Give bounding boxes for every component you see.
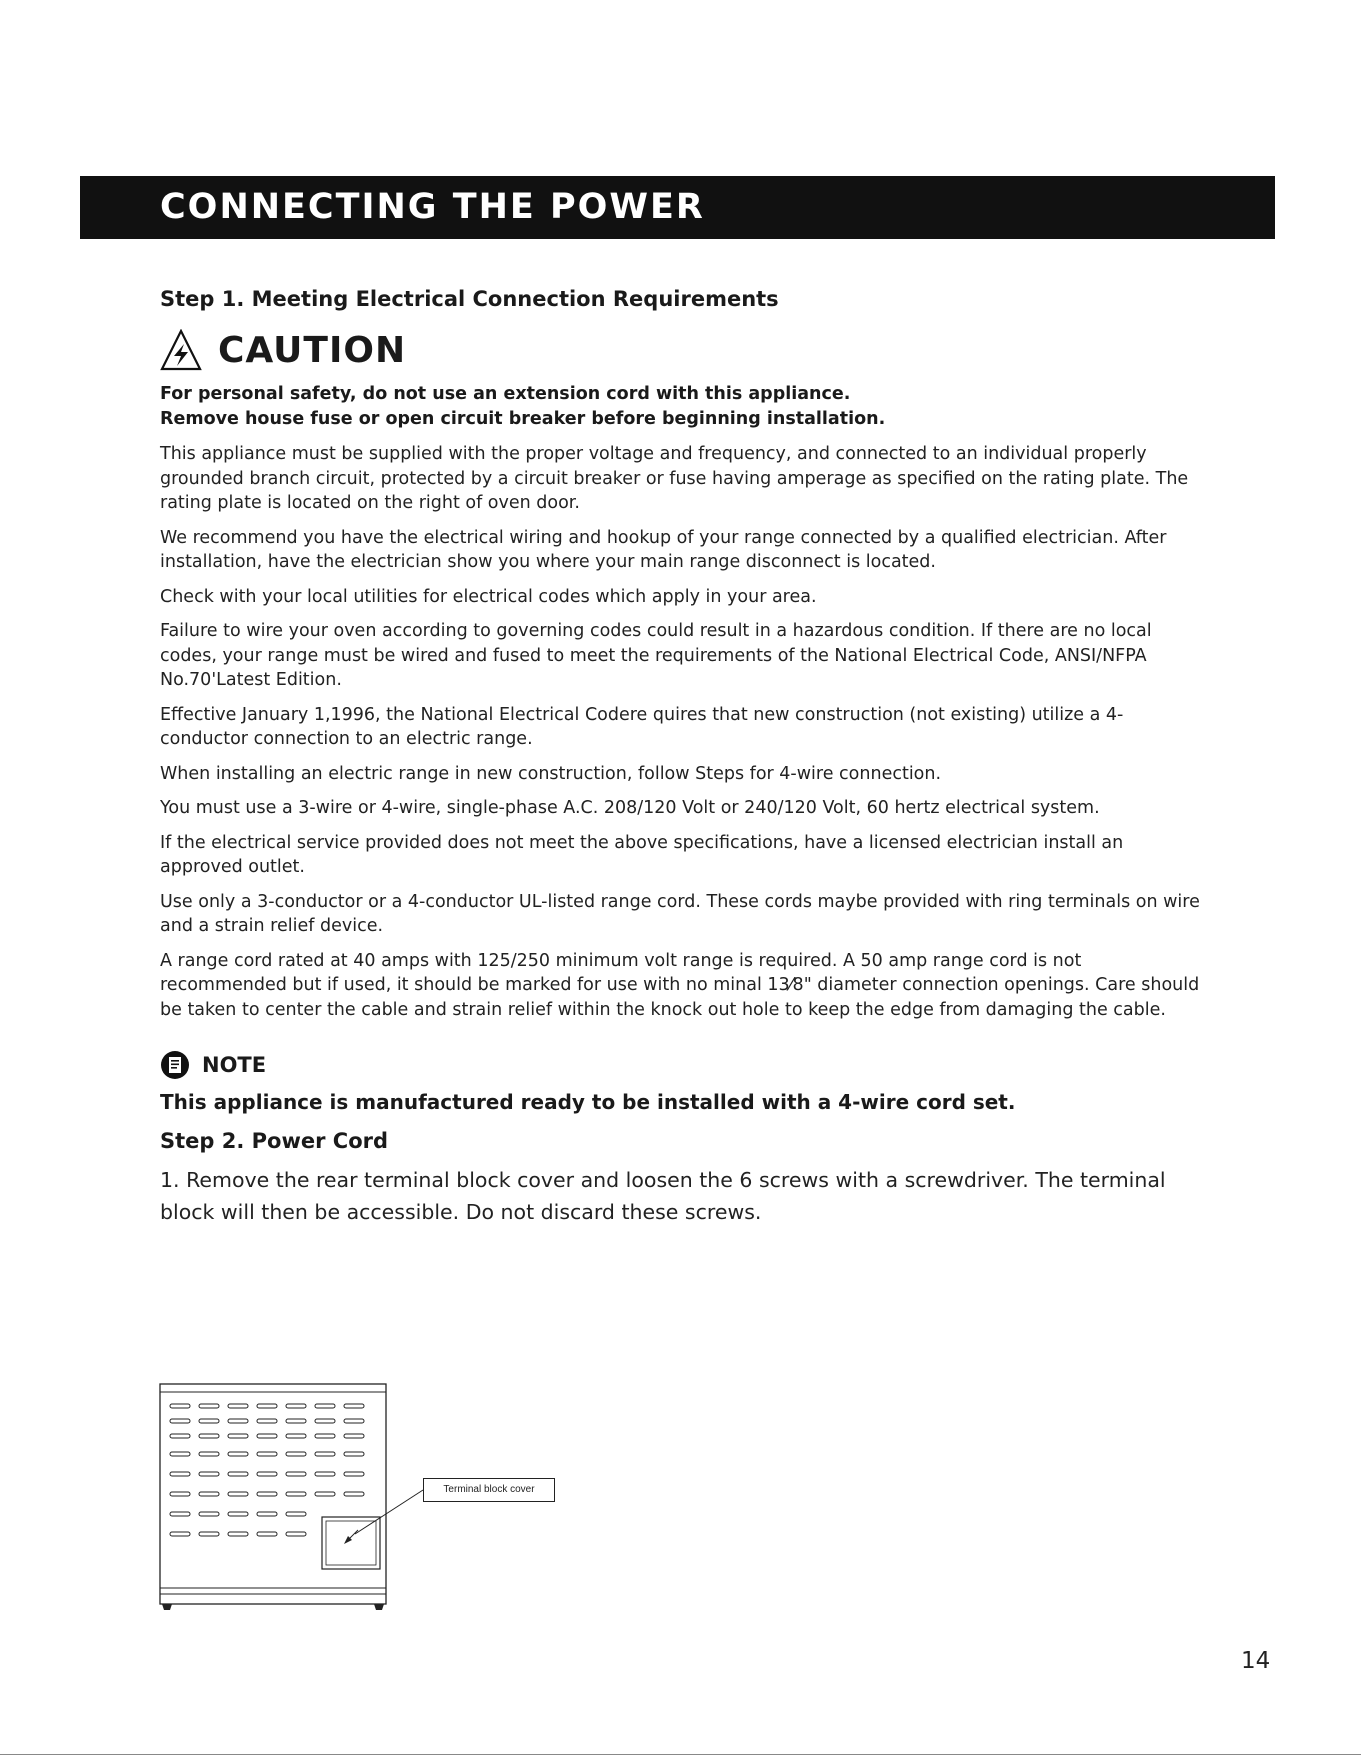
paragraph: Use only a 3-conductor or a 4-conductor UL-listed range cord. These cords maybe provided with ring terminals on wire and a strain relief device. [160, 891, 1200, 936]
terminal-block-cover-label: Terminal block cover [423, 1478, 555, 1502]
vent-slot [228, 1404, 248, 1408]
vent-slot [286, 1404, 306, 1408]
vent-slot [199, 1512, 219, 1516]
vent-slot [228, 1452, 248, 1456]
vent-slot [228, 1434, 248, 1438]
vent-slot [199, 1532, 219, 1536]
vent-slot [315, 1452, 335, 1456]
vent-slot [228, 1512, 248, 1516]
step2-heading: Step 2. Power Cord [160, 1129, 389, 1153]
vent-slot [170, 1404, 190, 1408]
vent-slot [344, 1419, 364, 1423]
vent-slot [286, 1419, 306, 1423]
vent-slot [257, 1492, 277, 1496]
vent-slot [257, 1532, 277, 1536]
page-number: 14 [1241, 1648, 1271, 1674]
vent-slot [199, 1472, 219, 1476]
paragraph: You must use a 3-wire or 4-wire, single-phase A.C. 208/120 Volt or 240/120 Volt, 60 hertz electrical system. [160, 798, 1100, 818]
vent-slot [286, 1452, 306, 1456]
vent-slot [344, 1404, 364, 1408]
note-header [160, 1048, 1200, 1082]
note-document-icon [160, 1050, 190, 1080]
vent-slot [170, 1472, 190, 1476]
vent-slot [257, 1419, 277, 1423]
caution-line: Remove house fuse or open circuit breaker before beginning installation. [160, 409, 886, 429]
page-content [160, 280, 1200, 1228]
paragraph: Failure to wire your oven according to governing codes could result in a hazardous condition. If there are no local codes, your range must be wired and fused to meet the requirements of the National Electrical Code, ANSI/NFPA No.70'Latest Edition. [160, 621, 1152, 690]
vent-slot [170, 1434, 190, 1438]
vent-slot [199, 1434, 219, 1438]
note-label: NOTE [202, 1053, 267, 1077]
rear-panel-outline [160, 1384, 386, 1610]
section-header-bar [80, 176, 1275, 239]
rear-panel-diagram [158, 1382, 558, 1622]
note-text: This appliance is manufactured ready to be installed with a 4-wire cord set. [160, 1090, 1016, 1114]
vent-slot [228, 1419, 248, 1423]
paragraph: If the electrical service provided does not meet the above specifications, have a licensed electrician install an approved outlet. [160, 832, 1124, 877]
terminal-block-cover [322, 1517, 380, 1569]
vent-slot [257, 1472, 277, 1476]
section-title: CONNECTING THE POWER [160, 187, 705, 227]
paragraph: We recommend you have the electrical wiring and hookup of your range connected by a qualified electrician. After installation, have the electrician show you where your main range disconnect is located. [160, 527, 1167, 572]
vent-slot [228, 1472, 248, 1476]
vent-slot [170, 1492, 190, 1496]
vent-slot [257, 1512, 277, 1516]
callout-leader [355, 1490, 423, 1534]
vent-slot [199, 1492, 219, 1496]
vent-slot [228, 1492, 248, 1496]
vent-slot [170, 1452, 190, 1456]
step2-instruction: 1. Remove the rear terminal block cover and loosen the 6 screws with a screwdriver. The terminal block will then be accessible. Do not discard these screws. [160, 1168, 1166, 1224]
paragraph: This appliance must be supplied with the proper voltage and frequency, and connected to an individual properly grounded branch circuit, protected by a circuit breaker or fuse having amperage as specified on the rating plate. The rating plate is located on the right of oven door. [160, 444, 1189, 513]
vent-slot [286, 1434, 306, 1438]
paragraph: Check with your local utilities for electrical codes which apply in your area. [160, 586, 817, 607]
vent-slots [170, 1404, 364, 1536]
vent-slot [344, 1452, 364, 1456]
vent-slot [199, 1419, 219, 1423]
vent-slot [315, 1472, 335, 1476]
vent-slot [315, 1404, 335, 1408]
vent-slot [315, 1492, 335, 1496]
vent-slot [228, 1532, 248, 1536]
vent-slot [170, 1532, 190, 1536]
caution-header [160, 318, 1200, 382]
vent-slot [286, 1512, 306, 1516]
caution-label: CAUTION [218, 329, 407, 371]
vent-slot [199, 1404, 219, 1408]
paragraph: Effective January 1,1996, the National Electrical Codere quires that new construction (not existing) utilize a 4-conductor connection to an electric range. [160, 704, 1124, 749]
vent-slot [344, 1434, 364, 1438]
paragraph: A range cord rated at 40 amps with 125/250 minimum volt range is required. A 50 amp range cord is not recommended but if used, it should be marked for use with no minal 13⁄8" diameter connection openings. Care should be taken to center the cable and strain relief within the knock out hole to keep the edge from damaging the cable. [160, 950, 1200, 1020]
vent-slot [257, 1404, 277, 1408]
vent-slot [257, 1434, 277, 1438]
vent-slot [344, 1472, 364, 1476]
vent-slot [315, 1434, 335, 1438]
vent-slot [315, 1419, 335, 1423]
vent-slot [257, 1452, 277, 1456]
vent-slot [286, 1492, 306, 1496]
vent-slot [286, 1472, 306, 1476]
step1-heading: Step 1. Meeting Electrical Connection Requirements [160, 287, 779, 311]
vent-slot [170, 1419, 190, 1423]
vent-slot [199, 1452, 219, 1456]
paragraph: When installing an electric range in new construction, follow Steps for 4-wire connection. [160, 763, 942, 784]
vent-slot [286, 1532, 306, 1536]
caution-line: For personal safety, do not use an extension cord with this appliance. [160, 384, 851, 404]
bottom-rule [0, 1754, 1361, 1755]
vent-slot [344, 1492, 364, 1496]
electric-hazard-warning-icon [160, 329, 202, 371]
vent-slot [170, 1512, 190, 1516]
